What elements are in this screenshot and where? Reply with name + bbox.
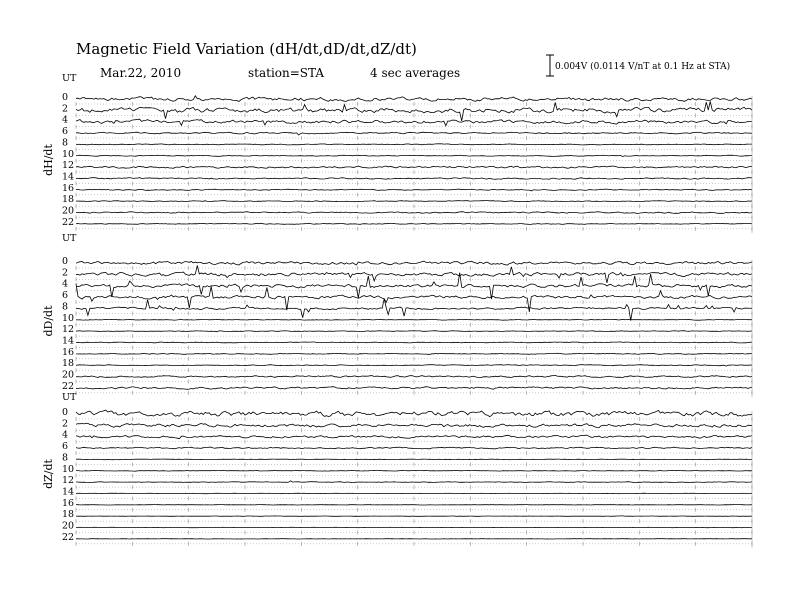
hour-tick-label: 8 (62, 137, 69, 149)
hour-tick-label: 22 (62, 380, 75, 392)
trace-line (76, 261, 752, 265)
trace-line (76, 189, 752, 191)
trace-line (76, 353, 752, 354)
hour-tick-label: 20 (62, 520, 75, 532)
trace-line (76, 481, 752, 483)
ut-label: UT (62, 392, 77, 403)
ut-label: UT (62, 233, 77, 244)
hour-tick-label: 10 (62, 148, 75, 160)
hour-tick-label: 22 (62, 531, 75, 543)
hour-tick-label: 4 (62, 278, 69, 290)
hour-tick-label: 10 (62, 312, 75, 324)
chart-title: Magnetic Field Variation (dH/dt,dD/dt,dZ/dt) (76, 40, 417, 58)
trace-line (76, 223, 752, 224)
trace-line (76, 435, 752, 439)
trace-line (76, 212, 752, 214)
trace-line (76, 132, 752, 135)
hour-tick-label: 18 (62, 509, 75, 521)
hour-tick-label: 18 (62, 194, 75, 206)
hour-tick-label: 0 (62, 256, 69, 267)
panel-ylabel: dZ/dt (42, 459, 55, 489)
hour-tick-label: 0 (62, 92, 69, 103)
trace-line (76, 319, 752, 320)
trace-line (76, 166, 752, 168)
hour-tick-label: 16 (62, 497, 75, 509)
hour-tick-label: 18 (62, 358, 75, 370)
hour-tick-label: 14 (62, 486, 75, 498)
hour-tick-label: 12 (62, 160, 75, 172)
hour-tick-label: 10 (62, 463, 75, 475)
trace-line (76, 178, 752, 180)
panel-dH-dt (42, 73, 752, 233)
station-label: station=STA (248, 66, 325, 80)
hour-tick-label: 12 (62, 475, 75, 487)
hour-tick-label: 20 (62, 205, 75, 217)
trace-line (76, 96, 752, 102)
hour-tick-label: 6 (62, 290, 69, 302)
panels (42, 73, 752, 548)
trace-line (76, 155, 752, 156)
ut-label: UT (62, 73, 77, 84)
hour-tick-label: 12 (62, 324, 75, 336)
hour-tick-label: 22 (62, 216, 75, 228)
panel-dZ-dt (42, 392, 752, 548)
panel-ylabel: dD/dt (42, 305, 55, 337)
trace-line (76, 144, 752, 145)
hour-tick-label: 0 (62, 407, 69, 418)
trace-line (76, 331, 752, 332)
hour-tick-label: 16 (62, 182, 75, 194)
hour-tick-label: 2 (62, 418, 69, 430)
hour-tick-label: 2 (62, 103, 69, 115)
trace-line (76, 410, 752, 417)
trace-line (76, 459, 752, 460)
trace-line (76, 375, 752, 377)
trace-line (76, 342, 752, 343)
trace-line (76, 201, 752, 202)
hour-tick-label: 8 (62, 452, 69, 464)
panel-dD-dt (42, 233, 752, 397)
trace-line (76, 365, 752, 367)
hour-tick-label: 14 (62, 171, 75, 183)
scale-label: 0.004V (0.0114 V/nT at 0.1 Hz at STA) (555, 62, 731, 72)
trace-line (76, 493, 752, 494)
hour-tick-label: 8 (62, 301, 69, 313)
trace-line (76, 423, 752, 427)
date-label: Mar.22, 2010 (100, 66, 182, 80)
averaging-label: 4 sec averages (370, 66, 461, 80)
trace-line (76, 447, 752, 449)
trace-line (76, 470, 752, 471)
hour-tick-label: 4 (62, 114, 69, 126)
hour-tick-label: 6 (62, 441, 69, 453)
hour-tick-label: 6 (62, 126, 69, 138)
hour-tick-label: 16 (62, 346, 75, 358)
hour-tick-label: 2 (62, 267, 69, 279)
trace-line (76, 273, 752, 299)
hour-tick-label: 14 (62, 335, 75, 347)
hour-tick-label: 20 (62, 369, 75, 381)
scale-bar (546, 55, 730, 76)
panel-ylabel: dH/dt (42, 144, 55, 176)
trace-line (76, 387, 752, 390)
hour-tick-label: 4 (62, 429, 69, 441)
